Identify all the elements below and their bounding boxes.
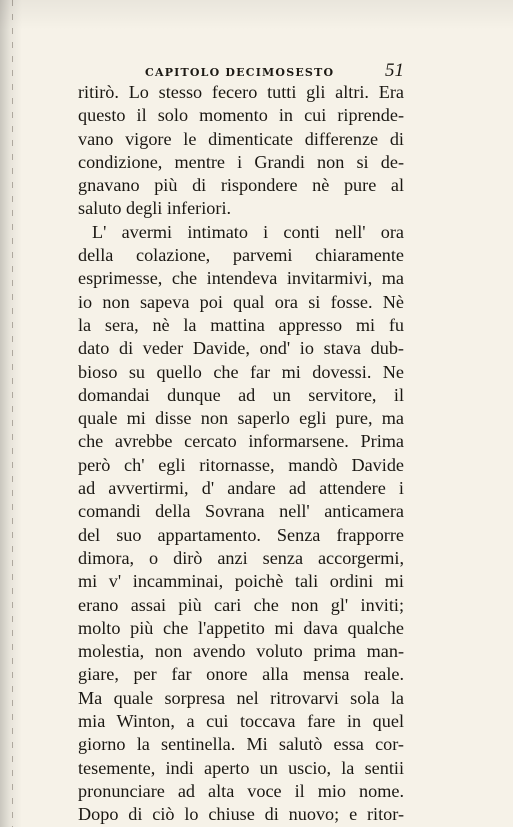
text-line: mia Winton, a cui toccava fare in quel [78,711,404,732]
text-line: bioso su quello che far mi dovessi. Ne [78,361,404,382]
text-line: dato di veder Davide, ond' io stava dub- [78,338,404,359]
text-line: condizione, mentre i Grandi non si de- [78,151,404,172]
text-line: questo il solo momento in cui riprende- [78,105,404,126]
text-line: Dopo di ciò lo chiuse di nuovo; e ritor- [78,804,404,825]
text-line: dimora, o dirò anzi senza accorgermi, [78,547,404,568]
text-line: ad avvertirmi, d' andare ad attendere i [78,478,404,499]
text-line: esprimesse, che intendeva invitarmivi, ma [78,268,404,289]
text-line: molto più che l'appetito mi dava qualche [78,617,404,638]
text-line: tesemente, indi aperto un uscio, la sentii [78,757,404,778]
text-line: la sera, nè la mattina appresso mi fu [78,314,404,335]
text-line: L' avermi intimato i conti nell' ora [92,221,404,242]
text-line: pronunciare ad alta voce il mio nome. [78,780,404,801]
running-head: CAPITOLO DECIMOSESTO [145,66,335,79]
page-number: 51 [385,60,404,81]
text-line: erano assai più cari che non gl' inviti; [78,594,404,615]
text-line: comandi della Sovrana nell' anticamera [78,501,404,522]
text-line: vano vigore le dimenticate differenze di [78,128,404,149]
text-line: quale mi disse non saperlo egli pure, ma [78,408,404,429]
text-line: Ma quale sorpresa nel ritrovarvi sola la [78,687,404,708]
text-line: giorno la sentinella. Mi salutò essa cor- [78,734,404,755]
text-line: della colazione, parvemi chiaramente [78,245,404,266]
text-line: gnavano più di rispondere nè pure al [78,175,404,196]
text-line: io non sapeva poi qual ora si fosse. Nè [78,291,404,312]
text-line: del suo appartamento. Senza frapporre [78,524,404,545]
text-line: però ch' egli ritornasse, mandò Davide [78,454,404,475]
text-line: saluto degli inferiori. [78,198,232,219]
text-line: molestia, non avendo voluto prima man- [78,641,404,662]
text-line: giare, per far onore alla mensa reale. [78,664,404,685]
binding-gutter [12,0,13,827]
text-line: domandai dunque ad un servitore, il [78,384,404,405]
text-line: mi v' incamminai, poichè tali ordini mi [78,571,404,592]
text-line: che avrebbe cercato informarsene. Prima [78,431,404,452]
text-line: ritirò. Lo stesso fecero tutti gli altri. Era [78,82,404,102]
body-text [78,81,404,827]
